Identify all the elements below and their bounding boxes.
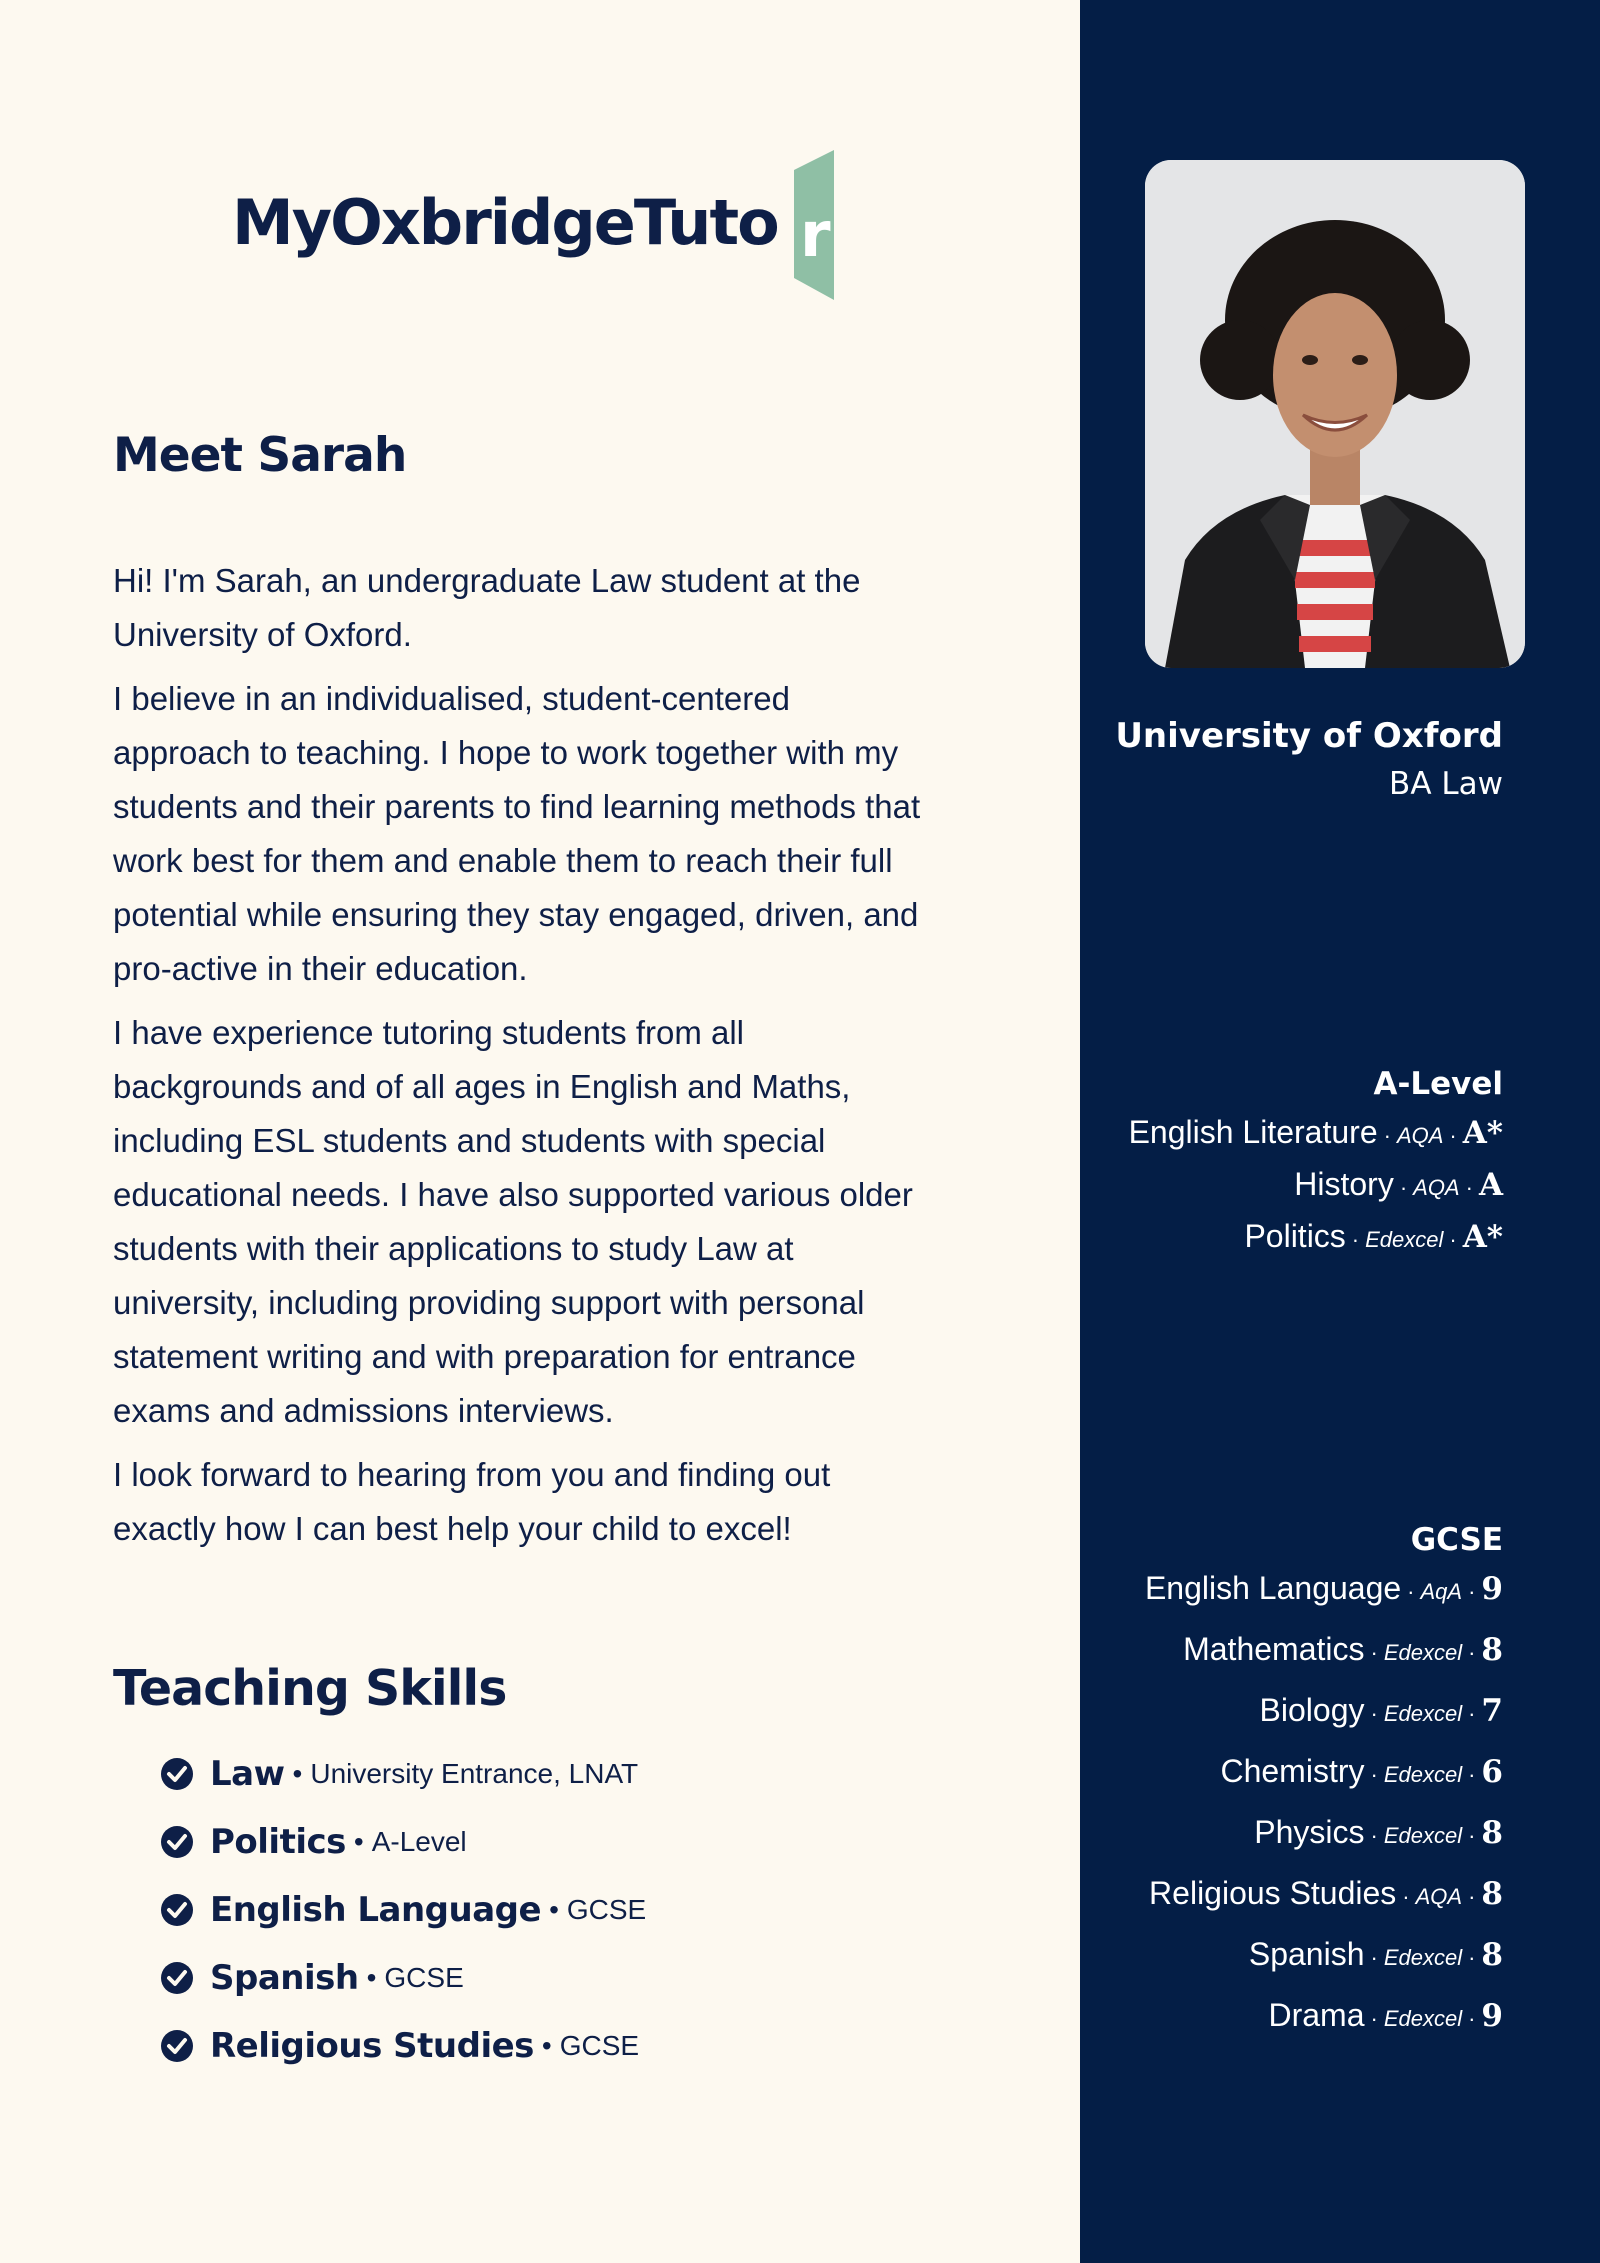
logo-flag-icon	[794, 150, 842, 300]
grade-row: Religious Studies · AQA · 8	[1149, 1875, 1503, 1912]
grade-row: Politics · Edexcel · A*	[1244, 1218, 1503, 1255]
grade-value: 8	[1481, 1815, 1503, 1851]
grade-value: A*	[1462, 1115, 1503, 1151]
skill-name: Spanish	[210, 1958, 359, 1998]
grade-value: 9	[1481, 1998, 1503, 2034]
grade-row: Mathematics · Edexcel · 8	[1183, 1631, 1503, 1668]
check-badge-icon	[160, 1893, 194, 1927]
university-block	[1115, 716, 1503, 802]
skills-list	[160, 1740, 960, 2080]
grade-row: Drama · Edexcel · 9	[1268, 1997, 1503, 2034]
grade-row: Physics · Edexcel · 8	[1254, 1814, 1503, 1851]
grade-value: 6	[1481, 1754, 1503, 1790]
logo	[232, 150, 842, 310]
grade-value: 9	[1481, 1571, 1503, 1607]
alevel-grades	[1129, 1066, 1503, 1270]
grade-value: A	[1478, 1167, 1503, 1203]
check-badge-icon	[160, 2029, 194, 2063]
check-badge-icon	[160, 1825, 194, 1859]
grade-row: English Literature · AQA · A*	[1128, 1114, 1503, 1151]
skill-item: Politics • A-Level	[160, 1808, 960, 1876]
skill-level: GCSE	[559, 2030, 640, 2061]
grade-board: AQA	[1413, 1175, 1460, 1200]
grade-value: 8	[1481, 1876, 1503, 1912]
university-name: University of Oxford	[1115, 716, 1503, 756]
grade-subject: English Language	[1144, 1570, 1402, 1606]
grade-subject: English Literature	[1128, 1114, 1378, 1150]
check-badge-icon	[160, 1961, 194, 1995]
logo-flag-letter: r	[800, 198, 831, 271]
grade-subject: Physics	[1254, 1814, 1365, 1850]
gcse-grades	[1145, 1522, 1503, 2058]
bio-paragraph: I look forward to hearing from you and finding out exactly how I can best help your child to excel!	[113, 1456, 831, 1547]
skill-name: English Language	[210, 1890, 542, 1930]
check-badge-icon	[160, 1757, 194, 1791]
grade-board: Edexcel	[1383, 1945, 1463, 1970]
skill-level: GCSE	[566, 1894, 647, 1925]
grade-board: Edexcel	[1383, 1701, 1463, 1726]
grade-board: Edexcel	[1365, 1227, 1444, 1252]
grade-value: 7	[1481, 1693, 1503, 1729]
grade-subject: Drama	[1268, 1997, 1365, 2033]
alevel-title: A-Level	[1373, 1066, 1503, 1102]
degree: BA Law	[1389, 766, 1503, 802]
bio-paragraph: Hi! I'm Sarah, an undergraduate Law student at the University of Oxford.	[113, 562, 861, 653]
grade-board: Edexcel	[1383, 1640, 1463, 1665]
skills-title: Teaching Skills	[113, 1660, 507, 1717]
grade-subject: Politics	[1244, 1218, 1346, 1254]
meet-title: Meet Sarah	[113, 428, 407, 483]
skill-item: Law • University Entrance, LNAT	[160, 1740, 960, 1808]
grade-board: Edexcel	[1383, 1823, 1463, 1848]
bio-paragraph: I believe in an individualised, student-centered approach to teaching. I hope to work together with my students and their parents to find learning methods that work best for them and enable them to reach their full potential while ensuring they stay engaged, driven, and pro-active in their education.	[113, 680, 921, 987]
skill-item: Spanish • GCSE	[160, 1944, 960, 2012]
grade-value: 8	[1481, 1632, 1503, 1668]
gcse-title: GCSE	[1410, 1522, 1503, 1558]
grade-value: 8	[1481, 1937, 1503, 1973]
grade-subject: Religious Studies	[1149, 1875, 1397, 1911]
bio	[113, 554, 933, 1566]
skill-name: Law	[210, 1754, 285, 1794]
grade-subject: Mathematics	[1183, 1631, 1365, 1667]
grade-row: Biology · Edexcel · 7	[1259, 1692, 1503, 1729]
grade-board: AqA	[1420, 1579, 1463, 1604]
grade-row: History · AQA · A	[1294, 1166, 1503, 1203]
skill-item: English Language • GCSE	[160, 1876, 960, 1944]
tutor-photo	[1145, 160, 1525, 668]
skill-level: A-Level	[371, 1826, 467, 1857]
skill-name: Politics	[210, 1822, 346, 1862]
grade-subject: Spanish	[1248, 1936, 1365, 1972]
logo-text: MyOxbridgeTuto	[232, 186, 778, 259]
grade-subject: Biology	[1259, 1692, 1365, 1728]
grade-board: AQA	[1396, 1123, 1444, 1148]
tutor-portrait-illustration	[1145, 160, 1525, 668]
grade-value: A*	[1462, 1219, 1503, 1255]
grade-subject: Chemistry	[1220, 1753, 1365, 1789]
grade-subject: History	[1294, 1166, 1394, 1202]
bio-paragraph: I have experience tutoring students from all backgrounds and of all ages in English and Maths, including ESL students and students with special educational needs. I have also supported various older students with their applications to study Law at university, including providing support with personal statement writing and with preparation for entrance exams and admissions interviews.	[113, 1014, 913, 1429]
grade-board: Edexcel	[1383, 2006, 1463, 2031]
grade-row: Chemistry · Edexcel · 6	[1220, 1753, 1503, 1790]
right-column	[1080, 0, 1600, 2263]
skill-name: Religious Studies	[210, 2026, 534, 2066]
skill-item: Religious Studies • GCSE	[160, 2012, 960, 2080]
grade-board: AQA	[1415, 1884, 1463, 1909]
grade-row: Spanish · Edexcel · 8	[1248, 1936, 1503, 1973]
skill-level: University Entrance, LNAT	[310, 1758, 639, 1789]
grade-board: Edexcel	[1383, 1762, 1463, 1787]
grade-row: English Language · AqA · 9	[1144, 1570, 1503, 1607]
skill-level: GCSE	[384, 1962, 464, 1993]
